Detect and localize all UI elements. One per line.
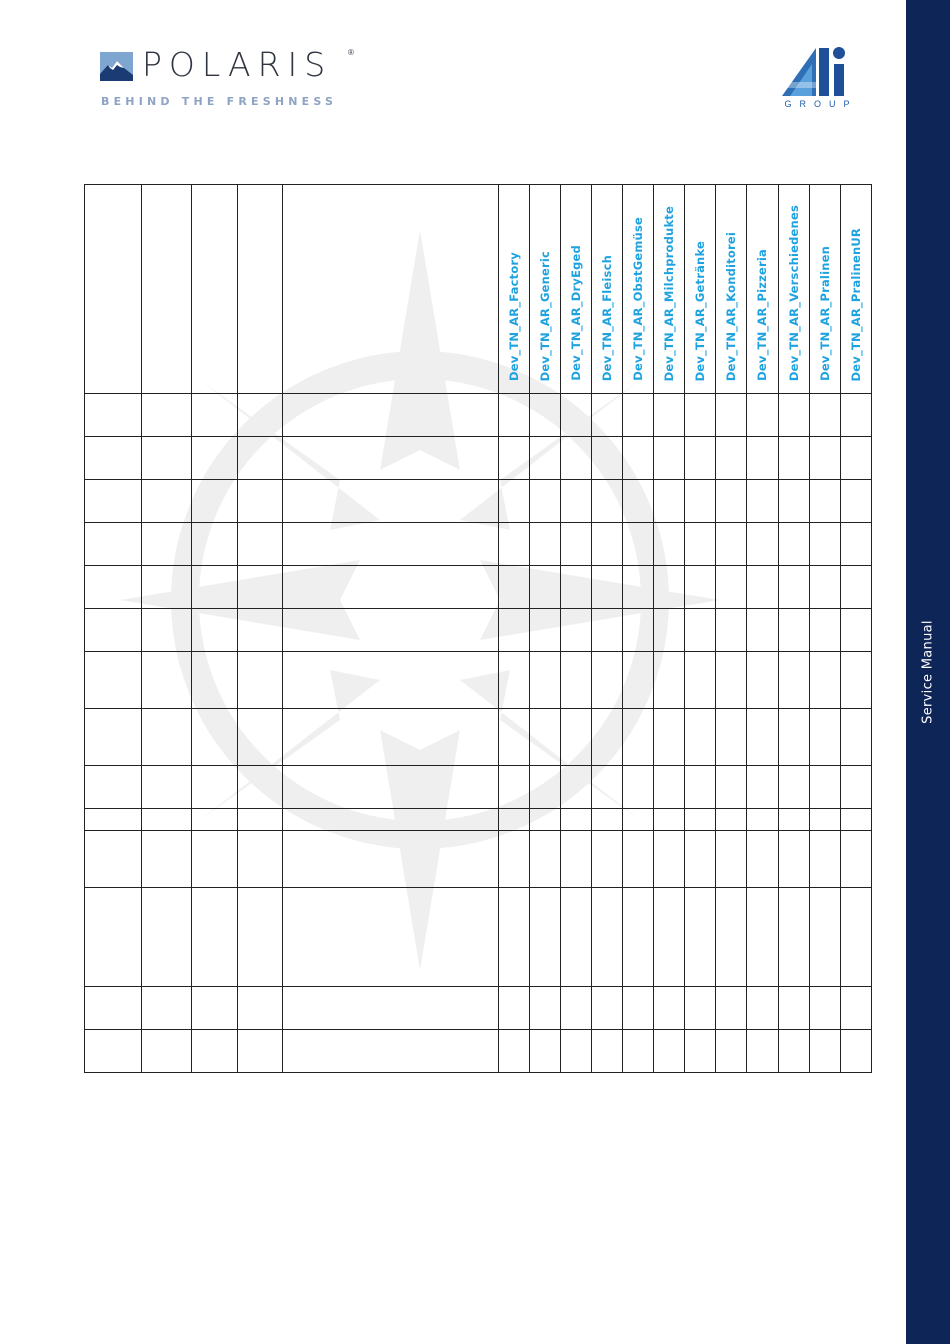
header-cell (498, 185, 529, 394)
mountain-icon (100, 52, 133, 81)
table-row (85, 609, 872, 652)
polaris-wordmark: POLARIS (142, 45, 333, 84)
table-row (85, 566, 872, 609)
table-row (85, 987, 872, 1030)
column-label: Dev_TN_AR_Generic (537, 250, 552, 381)
header-cell-empty (237, 185, 282, 394)
column-label: Dev_TN_AR_DryEged (568, 245, 583, 381)
table-row (85, 523, 872, 566)
header-cell (685, 185, 716, 394)
column-label: Dev_TN_AR_ObstGemüse (631, 217, 646, 381)
column-label: Dev_TN_AR_Getränke (693, 240, 708, 381)
header-cell (591, 185, 622, 394)
column-label: Dev_TN_AR_Milchprodukte (662, 205, 677, 381)
table-row (85, 652, 872, 709)
table-row (85, 766, 872, 809)
table-row (85, 709, 872, 766)
ali-group-label: GROUP (784, 99, 858, 109)
table-row (85, 1030, 872, 1073)
header-cell (716, 185, 747, 394)
header-cell (809, 185, 840, 394)
data-table (84, 184, 872, 1073)
header-cell (747, 185, 778, 394)
table-row (85, 888, 872, 987)
header-cell (778, 185, 809, 394)
header-cell (654, 185, 685, 394)
table-row (85, 394, 872, 437)
header-cell-empty (142, 185, 192, 394)
header-cell-empty (192, 185, 237, 394)
column-label: Dev_TN_AR_PralinenUR (848, 227, 863, 381)
column-label: Dev_TN_AR_Pralinen (817, 246, 832, 381)
column-label: Dev_TN_AR_Fleisch (599, 254, 614, 381)
header-cell (529, 185, 560, 394)
table-row (85, 437, 872, 480)
header-cell (560, 185, 591, 394)
column-label: Dev_TN_AR_Konditorei (724, 231, 739, 381)
polaris-logo (100, 45, 360, 110)
header-row (85, 185, 872, 394)
polaris-tagline: BEHIND THE FRESHNESS (101, 95, 338, 108)
header-cell (622, 185, 653, 394)
table-row (85, 809, 872, 831)
header-cell (840, 185, 871, 394)
header-cell-empty (85, 185, 142, 394)
sidebar-label: Service Manual (920, 620, 936, 724)
registered-mark: ® (348, 48, 354, 57)
header-cell-empty (282, 185, 498, 394)
table-row (85, 480, 872, 523)
column-label: Dev_TN_AR_Verschiedenes (786, 204, 801, 381)
column-label: Dev_TN_AR_Factory (506, 251, 521, 381)
column-label: Dev_TN_AR_Pizzeria (755, 249, 770, 381)
table-row (85, 831, 872, 888)
